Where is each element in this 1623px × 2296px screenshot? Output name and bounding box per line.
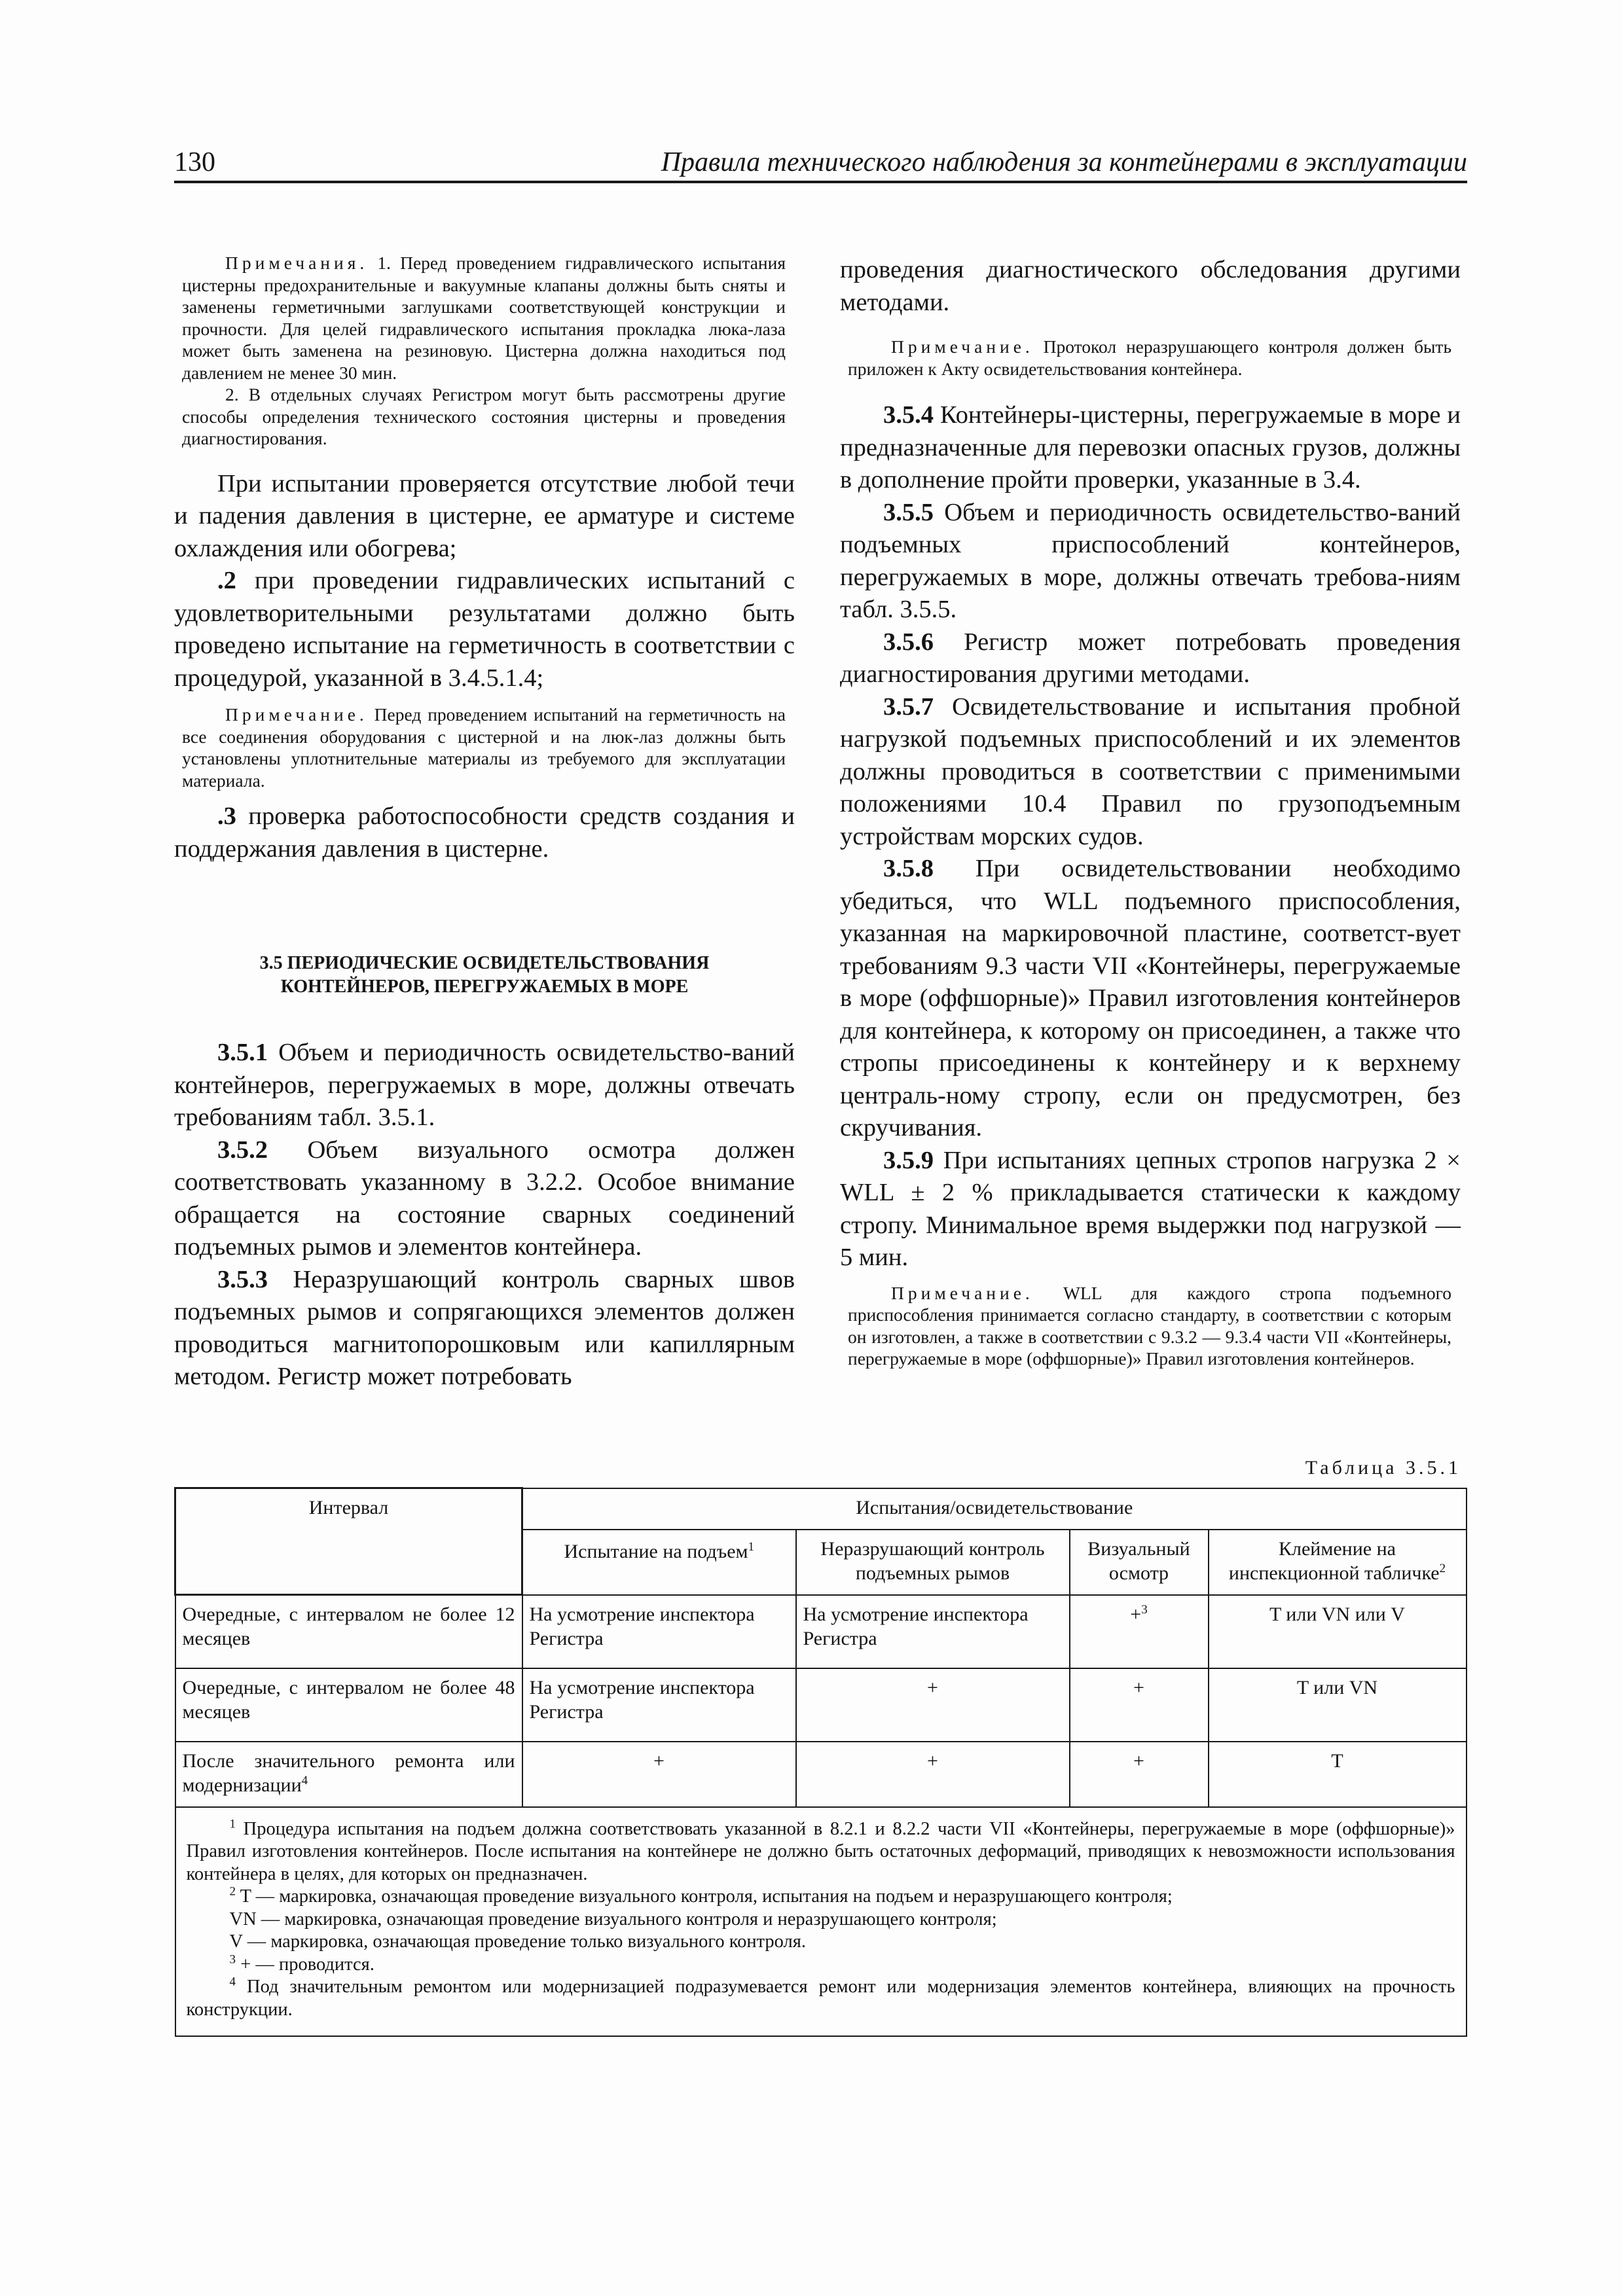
right-column bbox=[840, 254, 1461, 1370]
paragraph-3-5-8: 3.5.8 При освидетельствовании необходимо убедиться, что WLL подъемного приспособления, указанная на маркировочной пластине, соответст-вует требованиям 9.3 части VII «Контейнеры, перегружаемые в море (оффшорные)» Правил изготовления контейнеров для контейнера, к которому он присоединен, а также что стропы присоединены к контейнеру и к верхнему централь-ному стропу, если он предусмотрен, без скручивания. bbox=[840, 855, 1461, 1141]
paragraph-3-5-4: 3.5.4 Контейнеры-цистерны, перегружаемые в море и предназначенные для перевозки опасных грузов, должны в дополнение пройти проверки, указанные в 3.4. bbox=[840, 401, 1461, 493]
section-heading: 3.5 ПЕРИОДИЧЕСКИЕ ОСВИДЕТЕЛЬСТВОВАНИЯ КОНТЕЙНЕРОВ, ПЕРЕГРУЖАЕМЫХ В МОРЕ bbox=[259, 953, 710, 997]
table-footnotes-row bbox=[175, 1807, 1467, 2037]
header-rule bbox=[174, 181, 1467, 183]
cell-marking: T bbox=[1209, 1742, 1467, 1807]
paragraph-3-5-3: 3.5.3 Неразрушающий контроль сварных швов подъемных рымов и сопрягающихся элементов должен проводиться магнитопорошковым или капиллярным методом. Регистр может потребовать bbox=[174, 1265, 795, 1390]
header-visual: Визуальный осмотр bbox=[1070, 1530, 1209, 1595]
cell-lift: На усмотрение инспектора Регистра bbox=[522, 1668, 796, 1742]
page-number: 130 bbox=[174, 147, 215, 177]
table-row bbox=[175, 1668, 1467, 1742]
paragraph-3-5-6: 3.5.6 Регистр может потребовать проведения диагностирования другими методами. bbox=[840, 628, 1461, 688]
note-wll-text: Примечание. WLL для каждого стропа подъемного приспособления принимается согласно стандарту, в соответствии с которым он изготовлен, а также в соответствии с 9.3.2 — 9.3.4 части VII «Контейнеры, перегружаемые в море (оффшорные)» Правил изготовления контейнеров. bbox=[848, 1282, 1451, 1369]
footnote-2-v: V — маркировка, означающая проведение только визуального контроля. bbox=[229, 1931, 806, 1952]
note-ndt-text: Примечание. Протокол неразрушающего контроля должен быть приложен к Акту освидетельствования контейнера. bbox=[848, 336, 1451, 379]
header-ndt: Неразрушающий контроль подъемных рымов bbox=[796, 1530, 1070, 1595]
note-wll bbox=[840, 1282, 1461, 1370]
note-tightness bbox=[174, 704, 795, 791]
footnote-4: $^4$ Под значительным ремонтом или модернизацией подразумевается ремонт или модернизация элементов контейнера, влияющих на прочность конструкции. bbox=[186, 1975, 1455, 2020]
survey-table bbox=[174, 1487, 1467, 2037]
table-row bbox=[175, 1742, 1467, 1807]
cell-ndt: + bbox=[796, 1742, 1070, 1807]
cell-lift: На усмотрение инспектора Регистра bbox=[522, 1595, 796, 1668]
paragraph-leak-check: При испытании проверяется отсутствие любой течи и падения давления в цистерне, ее арматуре и системе охлаждения или обогрева; bbox=[174, 469, 795, 562]
header-lift-test: Испытание на подъем$^1$ bbox=[522, 1530, 796, 1595]
header-marking: Клеймение на инспекционной табличке$^2$ bbox=[1209, 1530, 1467, 1595]
paragraph-3-5-1: 3.5.1 Объем и периодичность освидетельство-ваний контейнеров, перегружаемых в море, должны отвечать требованиям табл. 3.5.1. bbox=[174, 1039, 795, 1131]
header-tests-group: Испытания/освидетельствование bbox=[522, 1488, 1467, 1530]
cell-marking: T или VN bbox=[1209, 1668, 1467, 1742]
cell-lift: + bbox=[522, 1742, 796, 1807]
table-row bbox=[175, 1595, 1467, 1668]
left-column bbox=[174, 252, 795, 1393]
note-paragraph-2: 2. В отдельных случаях Регистром могут быть рассмотрены другие способы определения технического состояния цистерны и проведения диагностирования. bbox=[182, 384, 786, 448]
note-hydraulic-test bbox=[174, 252, 795, 450]
cell-marking: T или VN или V bbox=[1209, 1595, 1467, 1668]
header-interval: Интервал bbox=[175, 1488, 522, 1595]
cell-ndt: + bbox=[796, 1668, 1070, 1742]
paragraph-3: .3 проверка работоспособности средств создания и поддержания давления в цистерне. bbox=[174, 802, 795, 863]
footnote-2-vn: VN — маркировка, означающая проведение визуального контроля и неразрушающего контроля; bbox=[229, 1909, 997, 1929]
running-title: Правила технического наблюдения за контейнерами в эксплуатации bbox=[661, 147, 1467, 177]
note-label: Примечания. bbox=[225, 253, 369, 273]
cell-visual: + bbox=[1070, 1668, 1209, 1742]
cell-interval: Очередные, с интервалом не более 48 месяцев bbox=[175, 1668, 522, 1742]
note-paragraph-1: Примечания. 1. Перед проведением гидравлического испытания цистерны предохранительные и вакуумные клапаны должны быть сняты и заменены герметичными заглушками соответствующей конструкции и прочности. Для целей гидравлического испытания прокладка люка-лаза может быть заменена на резиновую. Цистерна должна находиться под давлением не менее 30 мин. bbox=[182, 253, 786, 383]
cell-interval: Очередные, с интервалом не более 12 месяцев bbox=[175, 1595, 522, 1668]
note-tightness-text: Примечание. Перед проведением испытаний на герметичность на все соединения оборудования с цистерной и на люк-лаз должны быть установлены уплотнительные материалы из требуемого для эксплуатации материала. bbox=[182, 704, 786, 791]
cell-interval: После значительного ремонта или модернизации$^4$ bbox=[175, 1742, 522, 1807]
paragraph-3-5-5: 3.5.5 Объем и периодичность освидетельство-ваний подъемных приспособлений контейнеров, перегружаемых в море, должны отвечать требова-ниям табл. 3.5.5. bbox=[840, 498, 1461, 623]
table-footnotes bbox=[175, 1807, 1467, 2037]
paragraph-3-5-7: 3.5.7 Освидетельствование и испытания пробной нагрузкой подъемных приспособлений и их элементов должны проводиться в соответствии с применимыми положениями 10.4 Правил по грузоподъемным устройствам морских судов. bbox=[840, 692, 1461, 850]
cell-ndt: На усмотрение инспектора Регистра bbox=[796, 1595, 1070, 1668]
footnote-3: $^3$ + — проводится. bbox=[229, 1952, 374, 1975]
paragraph-3-5-2: 3.5.2 Объем визуального осмотра должен соответствовать указанному в 3.2.2. Особое внимание обращается на состояние сварных соединений подъемных рымов и элементов контейнера. bbox=[174, 1136, 795, 1261]
footnote-2: $^2$ T — маркировка, означающая проведение визуального контроля, испытания на подъем и неразрушающего контроля; bbox=[229, 1884, 1173, 1907]
table-caption: Таблица 3.5.1 bbox=[1305, 1457, 1461, 1479]
paragraph-continuation: проведения диагностического обследования другими методами. bbox=[840, 256, 1461, 316]
paragraph-3-5-9: 3.5.9 При испытаниях цепных стропов нагрузка 2 × WLL ± 2 % прикладывается статически к каждому стропу. Минимальное время выдержки под нагрузкой — 5 мин. bbox=[840, 1146, 1461, 1271]
footnote-1: $^1$ Процедура испытания на подъем должна соответствовать указанной в 8.2.1 и 8.2.2 части VII «Контейнеры, перегружаемые в море (оффшорные)» Правил изготовления контейнеров. После испытания на контейнере не должно быть остаточных деформаций, приводящих к невозможности использования контейнера в целях, для которых он предназначен. bbox=[186, 1817, 1455, 1884]
cell-visual: + bbox=[1070, 1742, 1209, 1807]
note-ndt-protocol bbox=[840, 336, 1461, 380]
cell-visual: +$^3$ bbox=[1070, 1595, 1209, 1668]
page-header bbox=[174, 145, 1467, 179]
table-header-row bbox=[175, 1488, 1467, 1530]
paragraph-2: .2 при проведении гидравлических испытаний с удовлетворительными результатами должно быть проведено испытание на герметичность в соответствии с процедурой, указанной в 3.4.5.1.4; bbox=[174, 567, 795, 692]
